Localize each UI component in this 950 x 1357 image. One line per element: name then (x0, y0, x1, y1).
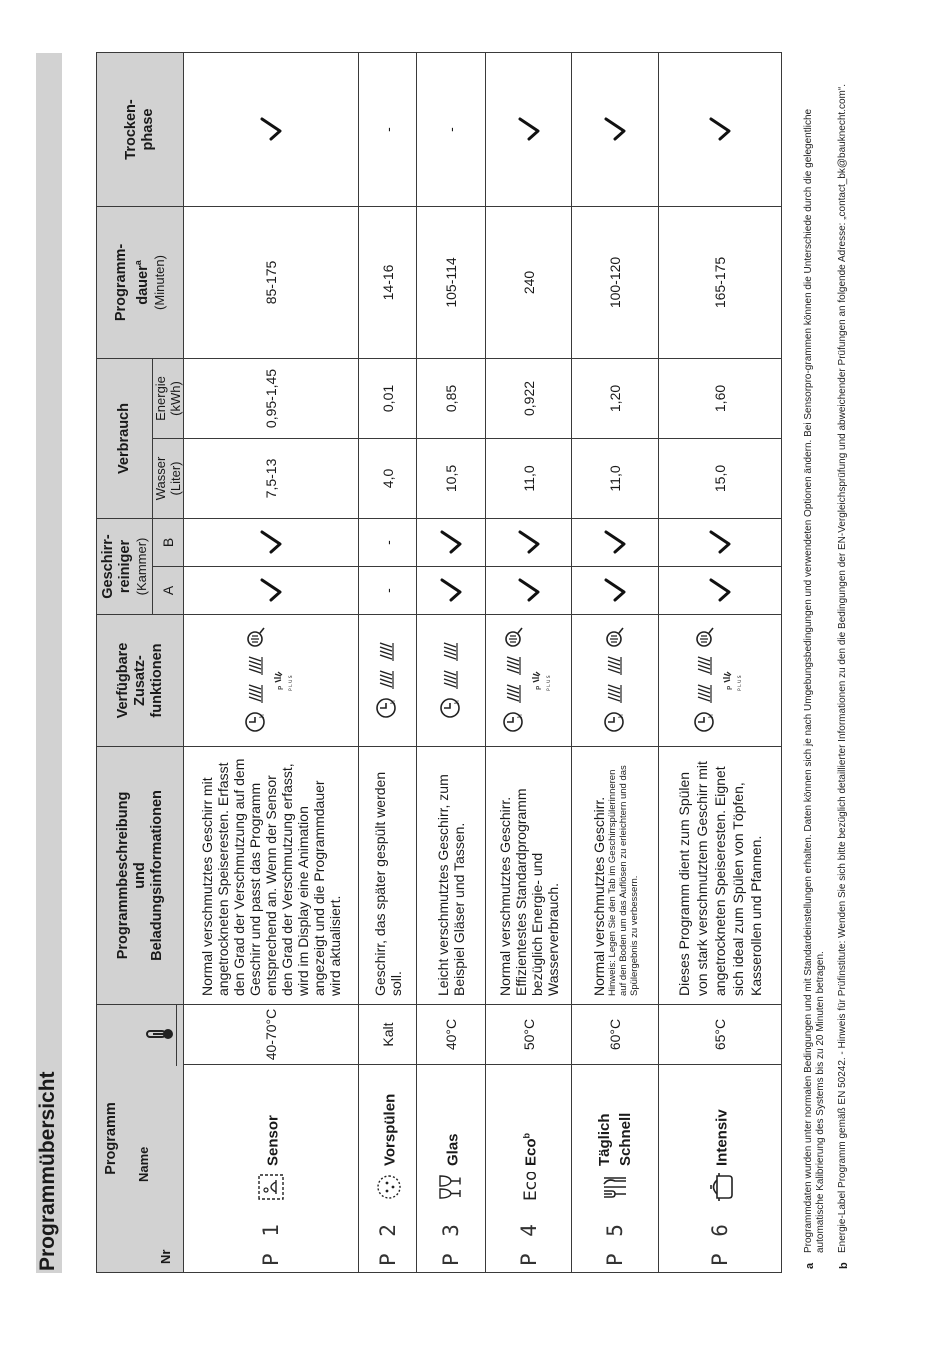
trocken-check-icon (486, 52, 572, 206)
kammer-b-check-icon (572, 518, 659, 566)
tablet-icon (243, 627, 270, 651)
program-row (359, 52, 417, 1272)
program-dauer: 85-175 (184, 206, 359, 358)
program-name: Sensor (264, 1115, 282, 1166)
power-clean-plus-icon (272, 669, 299, 693)
power-clean-plus-icon (530, 669, 557, 693)
header-nr: Nr (158, 1249, 173, 1264)
program-wasser: 7,5-13 (184, 438, 359, 518)
program-options (659, 615, 782, 747)
intensive-icon (705, 1172, 735, 1202)
program-name: Intensiv (713, 1109, 731, 1166)
program-cell (486, 1065, 572, 1273)
program-temperature: 50°C (486, 1005, 572, 1065)
program-description: Normal verschmutztes Geschirr mit angetrockneten Speiseresten. Erfasst den Grad der Verschmutzung auf dem Geschirr und passt das Programm entsprechend an. Wenn der Sensor den Grad der Verschmutzung erfasst, wird im Display eine Animation angezeigt und die Programmdauer wird aktualisiert. (184, 747, 359, 1005)
half-load-icon (243, 655, 270, 679)
delay-start-icon (501, 711, 528, 735)
program-dauer: 105-114 (417, 206, 486, 358)
program-row (184, 52, 359, 1272)
sensor-icon (256, 1172, 286, 1202)
program-code: P 6 (708, 1222, 733, 1266)
power-clean-plus-icon (721, 669, 748, 693)
program-row (486, 52, 572, 1272)
header-programm: Programm Nr Name (97, 1005, 184, 1273)
program-code: P 4 (516, 1222, 541, 1266)
program-options (184, 615, 359, 747)
svg-text:h: h (259, 714, 267, 719)
program-hint: Hinweis: Legen Sie den Tab im Geschirrspülerinneren auf den Boden um das Auflösen zu erleichtern und das Spülergebnis zu verbessern. (606, 765, 640, 996)
program-table (96, 52, 782, 1273)
header-kammer-a: A (153, 567, 184, 615)
trocken-check-icon (659, 52, 782, 206)
half-load-icon (602, 655, 629, 679)
kammer-a-check-icon (572, 567, 659, 615)
thermometer-icon (145, 1020, 175, 1048)
half-load-icon (501, 683, 528, 707)
footnote-b-text: Energie-Label Programm gemäß EN 50242. - Hinweis für Prüfinstitute: Wenden Sie sich bitte bezüglich detaillierter Informationen zu den die Bedingungen der EN-Vergleichsprüfung und abweichender Prüfungen an folgende Adresse: „contact_bk@bauknecht.com“. (837, 84, 848, 1253)
half-load-icon (438, 669, 465, 693)
svg-text:P: P (726, 686, 735, 691)
trocken-check-icon (184, 52, 359, 206)
program-options (486, 615, 572, 747)
program-options (572, 615, 659, 747)
kammer-a-check-icon (184, 567, 359, 615)
half-load-icon (374, 669, 401, 693)
eco-icon (514, 1172, 544, 1202)
daily-icon (600, 1172, 630, 1202)
header-energie: Energie (kWh) (153, 358, 184, 438)
half-load-icon (501, 655, 528, 679)
program-name: Täglich Schnell (596, 1112, 635, 1166)
program-temperature: 40°C (417, 1005, 486, 1065)
kammer-b-value: - (359, 518, 417, 566)
svg-text:P L U S: P L U S (289, 675, 295, 692)
svg-text:h: h (708, 714, 716, 719)
program-description: Dieses Programm dient zum Spülen von stark verschmutztem Geschirr mit angetrockneten Speiseresten. Eignet sich ideal zum Spülen von Töpfen, Kasserollen und Pfannen. (659, 747, 782, 1005)
trocken-value: - (359, 52, 417, 206)
delay-start-icon (438, 697, 465, 721)
program-energie: 0,922 (486, 358, 572, 438)
program-cell (417, 1065, 486, 1273)
half-load-icon (243, 683, 270, 707)
half-load-icon (602, 683, 629, 707)
svg-text:P: P (534, 686, 543, 691)
prewash-icon (373, 1172, 403, 1202)
kammer-b-check-icon (659, 518, 782, 566)
program-temperature: Kalt (359, 1005, 417, 1065)
kammer-a-check-icon (659, 567, 782, 615)
footnote-ref-a: a (133, 260, 144, 266)
program-wasser: 11,0 (486, 438, 572, 518)
delay-start-icon (602, 711, 629, 735)
header-name: Name (136, 1146, 151, 1182)
delay-start-icon (374, 697, 401, 721)
program-wasser: 4,0 (359, 438, 417, 518)
program-wasser: 11,0 (572, 438, 659, 518)
svg-text:h: h (390, 700, 398, 705)
delay-start-icon (692, 711, 719, 735)
program-name: Eco$^b$ (521, 1132, 540, 1166)
program-temperature: 60°C (572, 1005, 659, 1065)
svg-text:Eco: Eco (520, 1172, 541, 1201)
program-temperature: 65°C (659, 1005, 782, 1065)
program-description: Leicht verschmutztes Geschirr, zum Beispiel Gläser und Tassen. (417, 747, 486, 1005)
program-code: P 1 (259, 1222, 284, 1266)
program-description: Geschirr, das später gespült werden soll. (359, 747, 417, 1005)
program-dauer: 240 (486, 206, 572, 358)
kammer-a-check-icon (486, 567, 572, 615)
program-energie: 0,01 (359, 358, 417, 438)
program-temperature: 40-70°C (184, 1005, 359, 1065)
program-cell (359, 1065, 417, 1273)
program-cell (659, 1065, 782, 1273)
footnote-b-key: b (838, 1262, 850, 1269)
program-dauer: 14-16 (359, 206, 417, 358)
program-row (417, 52, 486, 1272)
tablet-icon (602, 627, 629, 651)
program-wasser: 10,5 (417, 438, 486, 518)
program-options (359, 615, 417, 747)
program-energie: 1,60 (659, 358, 782, 438)
kammer-b-check-icon (486, 518, 572, 566)
half-load-icon (438, 641, 465, 665)
footnote-ref: b (521, 1132, 532, 1139)
half-load-icon (692, 683, 719, 707)
half-load-icon (692, 655, 719, 679)
header-dauer: Programm- dauer$^a$ (Minuten) (97, 206, 184, 358)
svg-text:P L U S: P L U S (738, 675, 744, 692)
program-options (417, 615, 486, 747)
program-energie: 0,85 (417, 358, 486, 438)
program-energie: 1,20 (572, 358, 659, 438)
svg-text:P: P (277, 686, 286, 691)
program-code: P 2 (375, 1222, 400, 1266)
kammer-a-check-icon (417, 567, 486, 615)
kammer-a-value: - (359, 567, 417, 615)
program-row (572, 52, 659, 1272)
kammer-b-check-icon (417, 518, 486, 566)
program-dauer: 165-175 (659, 206, 782, 358)
program-wasser: 15,0 (659, 438, 782, 518)
footnote-a-text: Programmdaten wurden unter normalen Bedingungen und mit Standardeinstellungen erhalten. Daten können sich je nach Umgebungsbedingungen und verwendeten Optionen ändern. Bei Sensorpro-grammen können die Unterschiede durch die gelegentliche automatische Kalibrierung des Systems bis zu 20 Minuten betragen. (803, 108, 826, 1253)
program-dauer: 100-120 (572, 206, 659, 358)
glass-icon (436, 1172, 466, 1202)
delay-start-icon (243, 711, 270, 735)
program-cell (184, 1065, 359, 1273)
svg-text:h: h (453, 700, 461, 705)
svg-text:h: h (516, 714, 524, 719)
header-reiniger: Geschirr- reiniger (Kammer) (97, 518, 153, 614)
svg-text:P L U S: P L U S (546, 675, 552, 692)
trocken-check-icon (572, 52, 659, 206)
header-zusatz: Verfügbare Zusatz- funktionen (97, 615, 184, 747)
page-title: Programmübersicht (36, 1071, 59, 1271)
header-wasser: Wasser (Liter) (153, 438, 184, 518)
program-row (659, 52, 782, 1272)
program-name: Glas (444, 1133, 462, 1166)
half-load-icon (374, 641, 401, 665)
program-code: P 3 (439, 1222, 464, 1266)
program-description: Normal verschmutztes Geschirr. Hinweis: Legen Sie den Tab im Geschirrspülerinneren auf den Boden um das Auflösen zu erleichtern und das Spülergebnis zu verbessern. (572, 747, 659, 1005)
program-description: Normal verschmutztes Geschirr. Effizientestes Standardprogramm bezüglich Energie- und Wasserverbrauch. (486, 747, 572, 1005)
tablet-icon (501, 627, 528, 651)
tablet-icon (692, 627, 719, 651)
header-trocken: Trocken- phase (97, 52, 184, 206)
kammer-b-check-icon (184, 518, 359, 566)
trocken-value: - (417, 52, 486, 206)
program-name: Vorspülen (381, 1093, 399, 1166)
header-beschreibung: Programmbeschreibung und Beladungsinformationen (97, 747, 184, 1005)
header-verbrauch: Verbrauch (97, 358, 153, 518)
program-energie: 0,95-1,45 (184, 358, 359, 438)
footnote-a-key: a (804, 1262, 816, 1269)
header-kammer-b: B (153, 518, 184, 566)
program-code: P 5 (603, 1222, 628, 1266)
program-cell (572, 1065, 659, 1273)
svg-text:h: h (617, 714, 625, 719)
